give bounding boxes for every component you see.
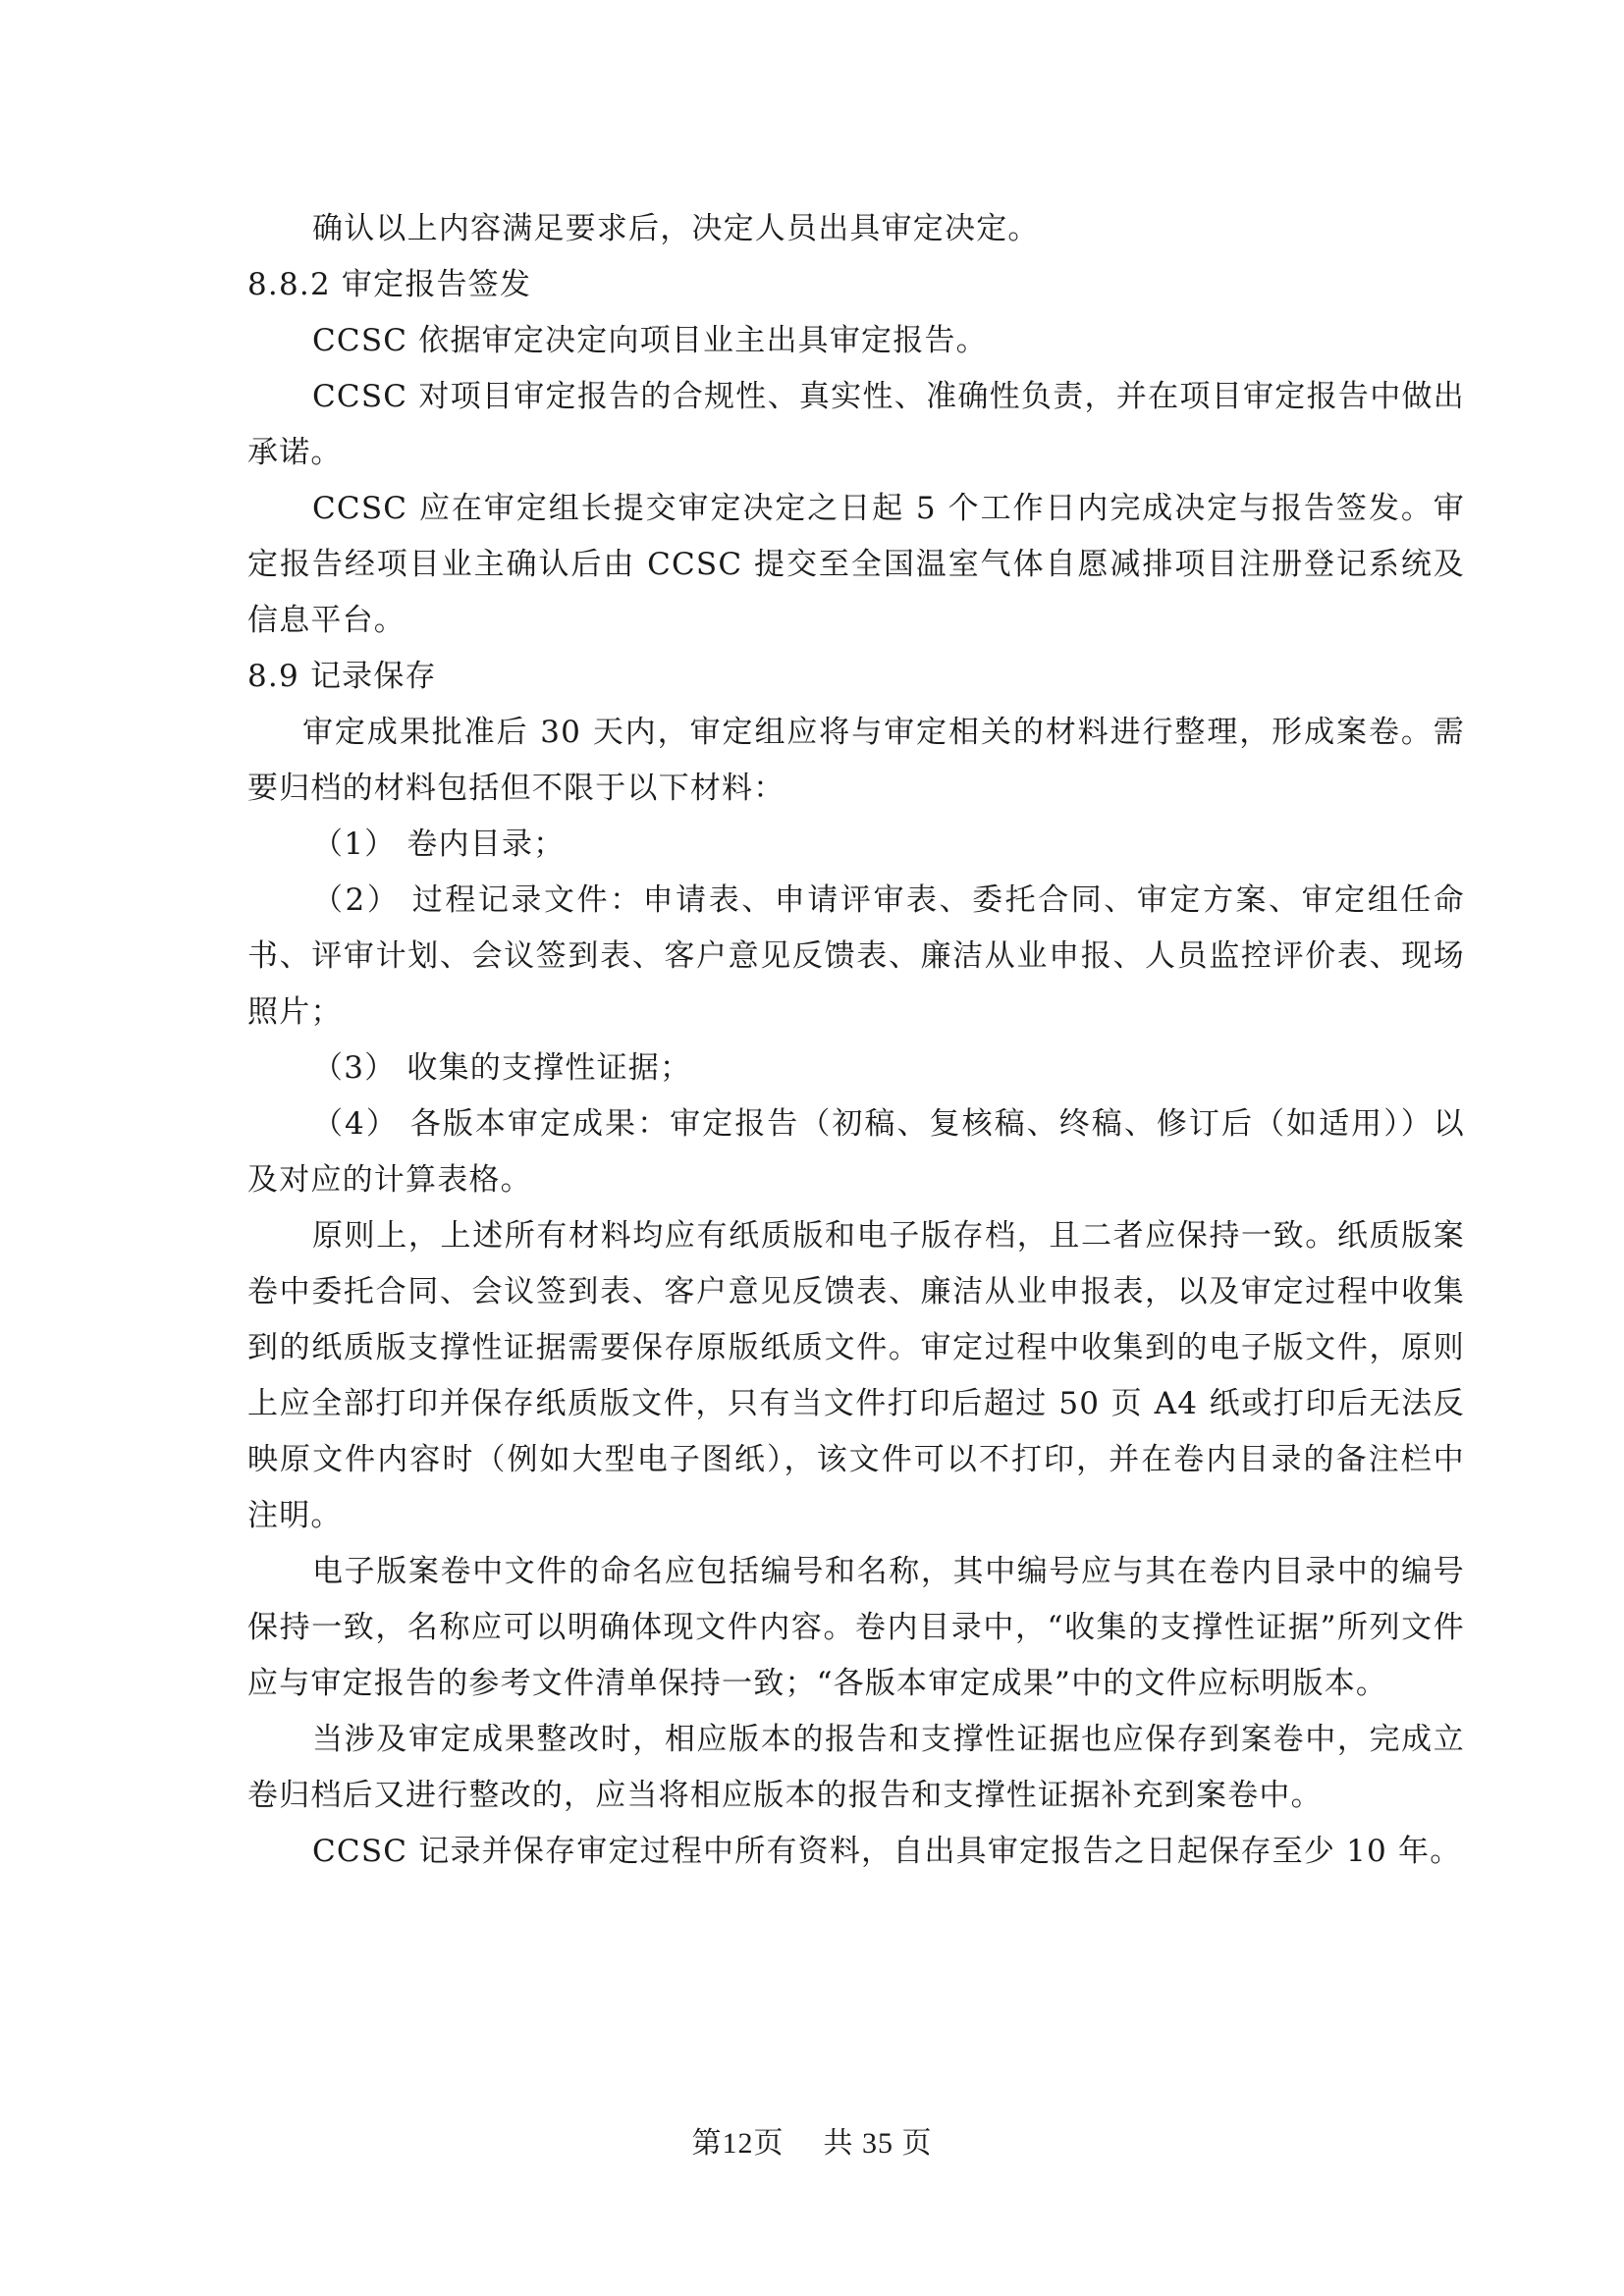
paragraph-rectification: 当涉及审定成果整改时，相应版本的报告和支撑性证据也应保存到案卷中，完成立卷归档后又进行整改的，应当将相应版本的报告和支撑性证据补充到案卷中。: [247, 1722, 1465, 1813]
list-item-1: （1） 卷内目录；: [312, 827, 566, 862]
paragraph-responsibility: CCSC 对项目审定报告的合规性、真实性、准确性负责，并在项目审定报告中做出承诺。: [247, 379, 1465, 470]
list-item-4: （4） 各版本审定成果：审定报告（初稿、复核稿、终稿、修订后（如适用））以及对应的计算表格。: [247, 1106, 1465, 1198]
paragraph-decision-confirmation: 确认以上内容满足要求后，决定人员出具审定决定。: [312, 211, 1040, 246]
paragraph-signing-deadline: CCSC 应在审定组长提交审定决定之日起 5 个工作日内完成决定与报告签发。审定报告经项目业主确认后由 CCSC 提交至全国温室气体自愿减排项目注册登记系统及信息平台。: [247, 491, 1465, 638]
paragraph-paper-electronic: 原则上，上述所有材料均应有纸质版和电子版存档，且二者应保持一致。纸质版案卷中委托合同、会议签到表、客户意见反馈表、廉洁从业申报表，以及审定过程中收集到的纸质版支撑性证据需要保存原版纸质文件。审定过程中收集到的电子版文件，原则上应全部打印并保存纸质版文件，只有当文件打印后超过 50 页 A4 纸或打印后无法反映原文件内容时（例如大型电子图纸），该文件可以不打印，并在卷内目录的备注栏中注明。: [247, 1218, 1465, 1533]
paragraph-file-naming: 电子版案卷中文件的命名应包括编号和名称，其中编号应与其在卷内目录中的编号保持一致，名称应可以明确体现文件内容。卷内目录中，“收集的支撑性证据”所列文件应与审定报告的参考文件清单保持一致；“各版本审定成果”中的文件应标明版本。: [247, 1554, 1465, 1701]
section-heading-8-9: 8.9 记录保存: [247, 659, 437, 694]
section-heading-8-8-2: 8.8.2 审定报告签发: [247, 267, 532, 302]
paragraph-retention: CCSC 记录并保存审定过程中所有资料，自出具审定报告之日起保存至少 10 年。: [312, 1834, 1462, 1869]
paragraph-issue-report: CCSC 依据审定决定向项目业主出具审定报告。: [312, 323, 988, 358]
list-item-3: （3） 收集的支撑性证据；: [312, 1050, 692, 1086]
list-item-2: （2） 过程记录文件：申请表、申请评审表、委托合同、审定方案、审定组任命书、评审计划、会议签到表、客户意见反馈表、廉洁从业申报、人员监控评价表、现场照片；: [247, 882, 1465, 1030]
paragraph-archiving-intro: 审定成果批准后 30 天内，审定组应将与审定相关的材料进行整理，形成案卷。需要归档的材料包括但不限于以下材料：: [247, 715, 1465, 806]
page-total: 共 35 页: [823, 2127, 933, 2160]
page-body: [247, 201, 1465, 1880]
page-number: 第12页: [691, 2127, 785, 2160]
page-footer: [0, 2118, 1624, 2162]
